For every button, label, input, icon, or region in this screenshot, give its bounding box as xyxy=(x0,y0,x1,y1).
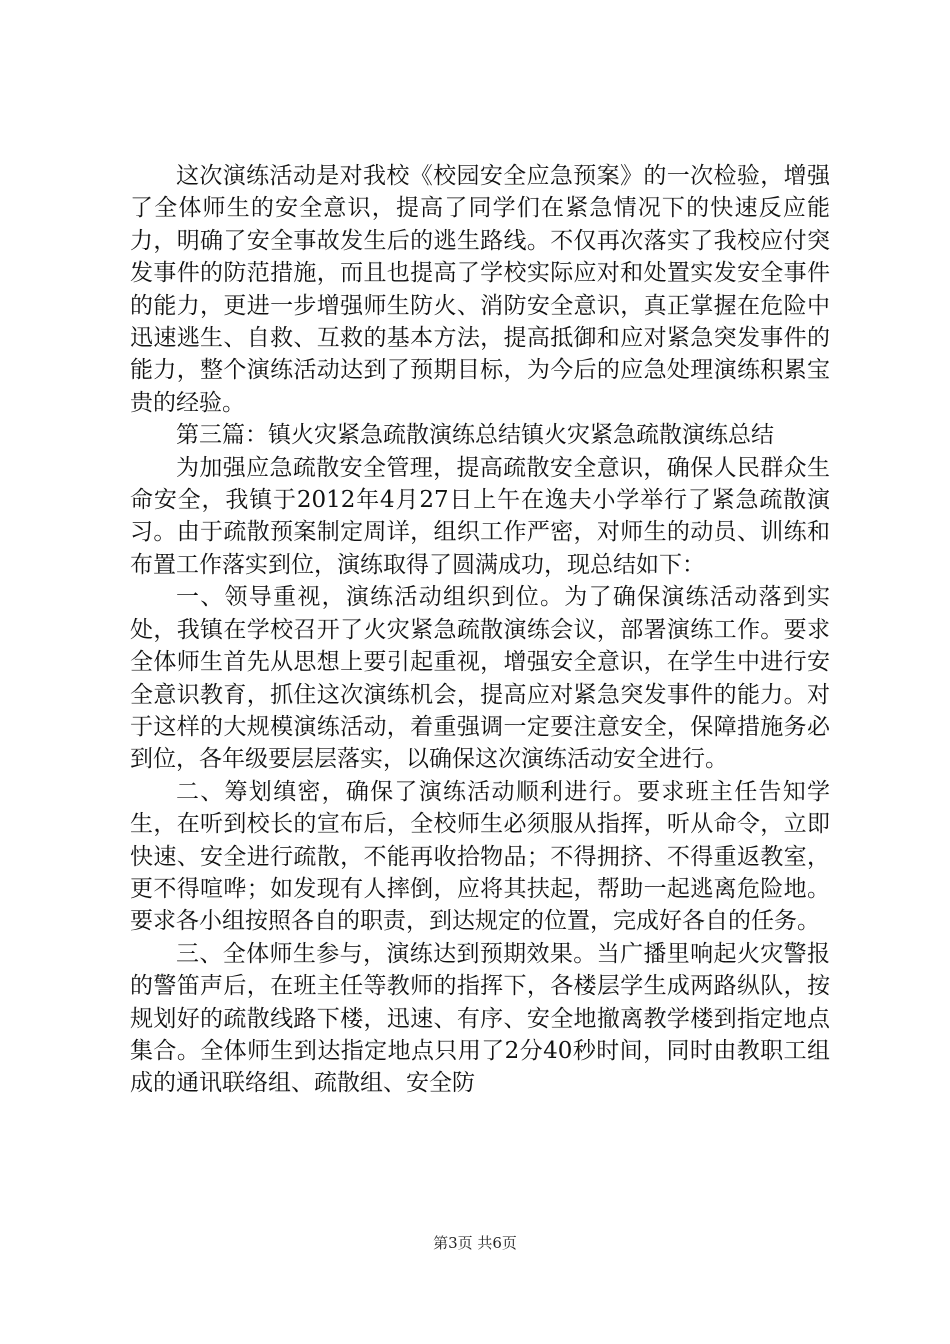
section-heading-part-three: 第三篇：镇火灾紧急疏散演练总结镇火灾紧急疏散演练总结 xyxy=(176,422,774,449)
paragraph-point-three: 三、全体师生参与，演练达到预期效果。当广播里响起火灾警报的警笛声后，在班主任等教师的指挥下，各楼层学生成两路纵队，按规划好的疏散线路下楼，迅速、有序、安全地撤离教学楼到指定地点集合。全体师生到达指定地点只用了2分40秒时间，同时由教职工组成的通讯联络组、疏散组、安全防 xyxy=(130,940,830,1097)
paragraph-point-one: 一、领导重视，演练活动组织到位。为了确保演练活动落到实处，我镇在学校召开了火灾紧急疏散演练会议，部署演练工作。要求全体师生首先从思想上要引起重视，增强安全意识，在学生中进行安全意识教育，抓住这次演练机会，提高应对紧急突发事件的能力。对于这样的大规模演练活动，着重强调一定要注意安全，保障措施务必到位，各年级要层层落实，以确保这次演练活动安全进行。 xyxy=(130,584,830,773)
paragraph-introduction: 为加强应急疏散安全管理，提高疏散安全意识，确保人民群众生命安全，我镇于2012年4月27日上午在逸夫小学举行了紧急疏散演习。由于疏散预案制定周详，组织工作严密，对师生的动员、训练和布置工作落实到位，演练取得了圆满成功，现总结如下： xyxy=(130,454,830,578)
document-body xyxy=(130,160,830,1100)
paragraph-point-two: 二、筹划缜密，确保了演练活动顺利进行。要求班主任告知学生，在听到校长的宣布后，全校师生必须服从指挥，听从命令，立即快速、安全进行疏散，不能再收拾物品；不得拥挤、不得重返教室，更不得喧哗；如发现有人摔倒，应将其扶起，帮助一起逃离危险地。要求各小组按照各自的职责，到达规定的位置，完成好各自的任务。 xyxy=(130,778,830,935)
paragraph-drill-evaluation: 这次演练活动是对我校《校园安全应急预案》的一次检验，增强了全体师生的安全意识，提高了同学们在紧急情况下的快速反应能力，明确了安全事故发生后的逃生路线。不仅再次落实了我校应付突发事件的防范措施，而且也提高了学校实际应对和处置实发安全事件的能力，更进一步增强师生防火、消防安全意识，真正掌握在危险中迅速逃生、自救、互救的基本方法，提高抵御和应对紧急突发事件的能力，整个演练活动达到了预期目标，为今后的应急处理演练积累宝贵的经验。 xyxy=(130,163,830,416)
page-number-footer: 第3页 共6页 xyxy=(433,1234,517,1252)
